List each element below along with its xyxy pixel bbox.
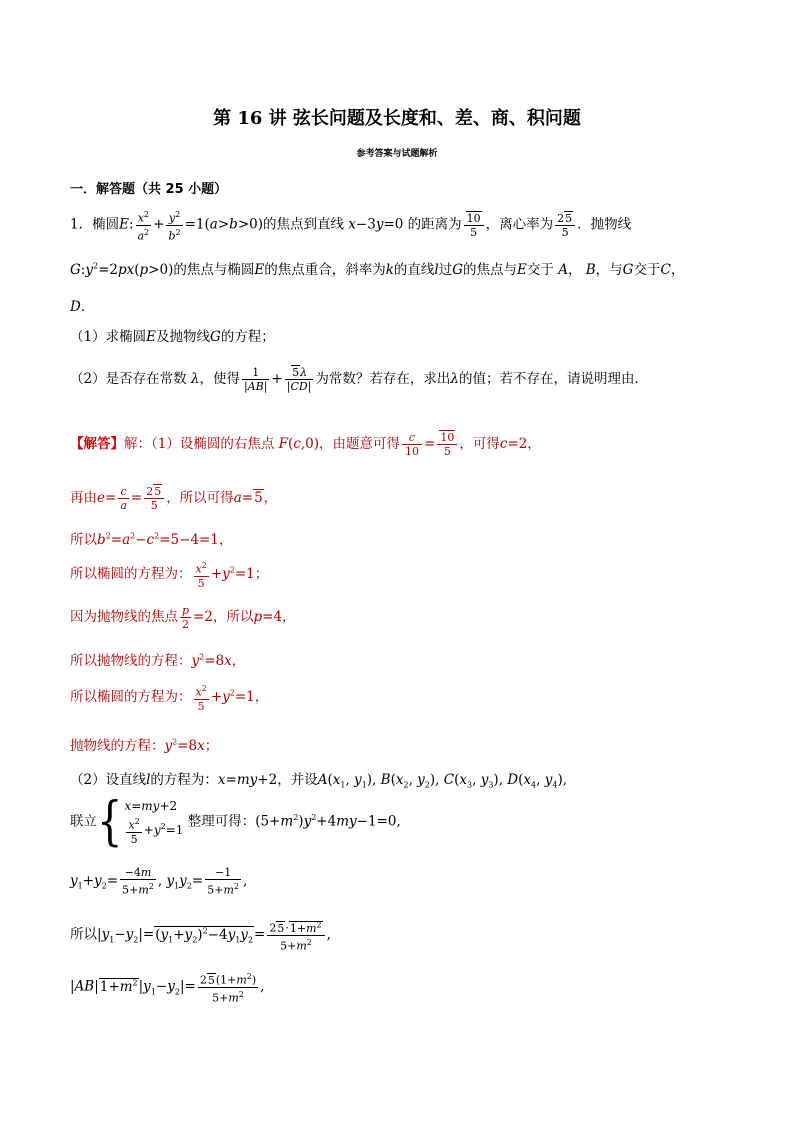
answer-line-7: 所以椭圆的方程为： $\frac{x^2}{5}$ $+y^2=1$， (70, 684, 269, 713)
answer-line-1: 【解答】解：（1）设椭圆的右焦点 F(c,0)，由题意可得 $\frac{c}{10}$ = $\frac{10}{5}$ ，可得c=2， (70, 431, 541, 458)
answer-line-6: 所以抛物线的方程：$y^2=8x$， (70, 652, 246, 669)
answer-line-13: $|AB|1+m^2|y_1-y_2|=$ $\frac{25(1+m^2)}{5+m^2}$ , (70, 972, 265, 1005)
problem-line-1: 1．椭圆E: $\frac{x^2}{a^2}$ + $\frac{y^2}{b^2}$ =1(a>b>0)的焦点到直线 x−3y=0 的距离为 $\frac{10}{5}$ ，离心率为 $\frac{25}{5}$ ．抛物线 (70, 210, 632, 243)
answer-tag: 【解答】 (70, 436, 124, 452)
answer-line-10: 联立{ x=my+2 $\frac{x^2}{5}$ $+y^2=1$ 整理可得：$(5+m^2)y^2+4my-1=0$, (70, 791, 401, 852)
question-1: （1）求椭圆E及抛物线G的方程； (70, 329, 275, 345)
page-subtitle: 参考答案与试题解析 (356, 149, 438, 159)
section-heading: 一．解答题（共 25 小题） (70, 182, 228, 197)
answer-line-2: 再由e= $\frac{c}{a}$ = $\frac{25}{5}$ ，所以可得a=5， (70, 485, 278, 512)
answer-line-11: $y_1+y_2=$ $\frac{-4m}{5+m^2}$ , $y_1y_2=$ $\frac{-1}{5+m^2}$ , (70, 866, 248, 897)
answer-line-3: 所以$b^2=a^2-c^2=5-4=1$， (70, 531, 233, 548)
answer-line-8: 抛物线的方程：$y^2=8x$； (70, 737, 219, 754)
answer-line-5: 因为抛物线的焦点 $\frac{p}{2}$ =2，所以p=4， (70, 604, 296, 631)
problem-line-3: D． (70, 299, 95, 315)
question-2: （2）是否存在常数 λ，使得 $\frac{1}{|AB|}$ + $\frac{5\lambda}{|CD|}$ 为常数？若存在，求出λ的值；若不存在，请说明理由． (70, 366, 648, 393)
problem-line-2: $G:y^2=2px(p>0)$的焦点与椭圆E的焦点重合，斜率为k的直线l过G的焦点与E交于 A， B，与G交于C， (70, 261, 685, 278)
page-title: 第 16 讲 弦长问题及长度和、差、商、积问题 (213, 108, 581, 129)
answer-line-4: 所以椭圆的方程为： $\frac{x^2}{5}$ $+y^2=1$； (70, 561, 269, 590)
answer-line-9: （2）设直线l的方程为：x=my+2，并设$A(x_1$, $y_1$), $B(x_2$, $y_2$), $C(x_3$, $y_3$), $D(x_4$, $y_4$), (70, 772, 567, 790)
answer-line-12: 所以$|y_1-y_2|=(y_1+y_2)^2-4y_1y_2=$ $\frac{25\cdot 1+m^2}{5+m^2}$ , (70, 920, 331, 953)
